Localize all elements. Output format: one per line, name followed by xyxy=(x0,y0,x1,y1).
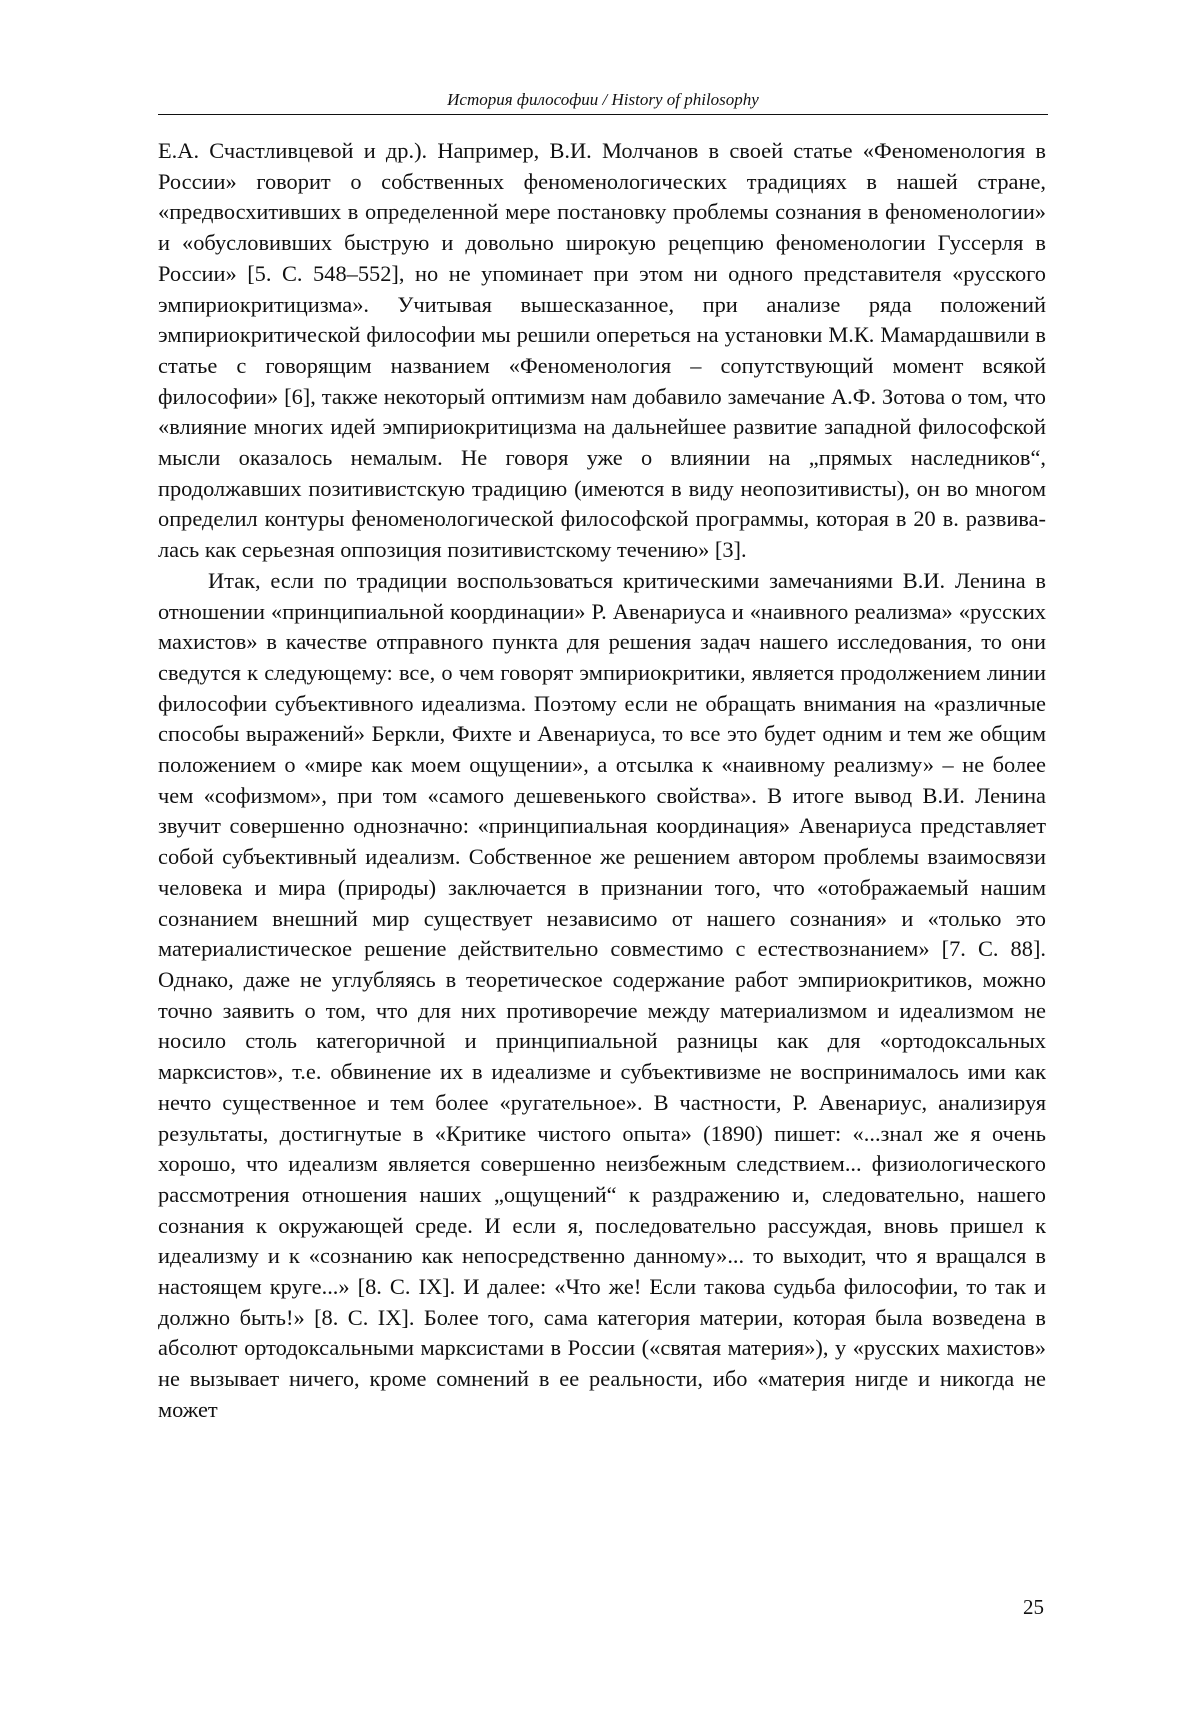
paragraph-2: Итак, если по традиции воспользоваться критическими замечаниями В.И. Ленина в отношении «принципиальной координации» Р. Авенариуса и «наивного реализма» «русских махистов» в качестве отправного пункта для решения задач нашего исследования, то они сведутся к следующему: все, о чем говорят эмпириокритики, является продолжением линии философии субъективного идеализма. Поэтому если не обращать внимания на «различные способы выражений» Беркли, Фихте и Авенариуса, то все это будет одним и тем же общим положением о «мире как моем ощущении», а отсылка к «наивному реализму» – не более чем «софизмом», при том «самого дешевенького свойства». В итоге вывод В.И. Ленина звучит совершенно однозначно: «принципиальная координация» Авенариуса представляет собой субъективный идеализм. Собственное же решением автором проблемы взаимосвязи человека и мира (природы) заключается в признании того, что «отображаемый нашим сознанием внешний мир существует независимо от нашего сознания» и «только это материалистическое решение действительно совместимо с естествознанием» [7. С. 88]. Однако, даже не углубляясь в теоретическое содержание работ эмпириокритиков, можно точно заявить о том, что для них противоречие между материализмом и идеализмом не носило столь категоричной и принципиальной разницы как для «ортодоксальных марксистов», т.е. обвинение их в идеализме и субъективизме не воспринималось ими как нечто существенное и тем более «ругательное». В частности, Р. Авенариус, анализируя результаты, достигнутые в «Критике чистого опыта» (1890) пишет: «...знал же я очень хорошо, что идеализм является совершенно неизбежным следствием... физиологического рассмотрения отношения наших „ощущений“ к раздражению и, следовательно, нашего сознания к окружающей среде. И если я, последовательно рассуждая, вновь пришел к идеализму и к «сознанию как непосредственно данному»... то выходит, что я вращался в настоящем круге...» [8. С. IX]. И далее: «Что же! Если такова судьба философии, то так и должно быть!» [8. С. IX]. Более того, сама категория материи, которая была возведена в абсолют ортодоксальными марксистами в России («святая материя»), у «русских махистов» не вызывает ничего, кроме сомнений в ее реальности, ибо «материя нигде и никогда не может xyxy=(158,567,1046,1422)
article-body xyxy=(158,136,1046,1426)
page-number: 25 xyxy=(1023,1595,1044,1619)
paragraph-continued: Е.А. Счастливцевой и др.). Например, В.И. Молчанов в своей статье «Феноменология в России» говорит о собственных феноменологических традициях в нашей стране, «предвосхитивших в определенной мере постановку проблемы сознания в феноменологии» и «обусловивших быструю и довольно широкую рецепцию феноменологии Гуссерля в России» [5. С. 548–552], но не упоминает при этом ни одного представителя «русского эмпириокритицизма». Учитывая вышесказанное, при анализе ряда положений эмпириокритической философии мы решили опереться на установки М.К. Мамардашвили в статье с говорящим названием «Феноменология – сопутствующий момент всякой философии» [6], также некоторый оптимизм нам добавило замечание А.Ф. Зотова о том, что «влияние многих идей эмпириокритицизма на дальнейшее развитие западной философской мысли оказалось немалым. Не говоря уже о влиянии на „прямых наследников“, продолжавших позитивистскую традицию (имеются в виду неопозитивисты), он во многом определил контуры феноменологической философской программы, которая в 20 в. развивалась как серьезная оппозиция позитивистскому течению» [3]. xyxy=(158,138,1046,563)
running-header: История философии / History of philosophy xyxy=(158,86,1048,115)
